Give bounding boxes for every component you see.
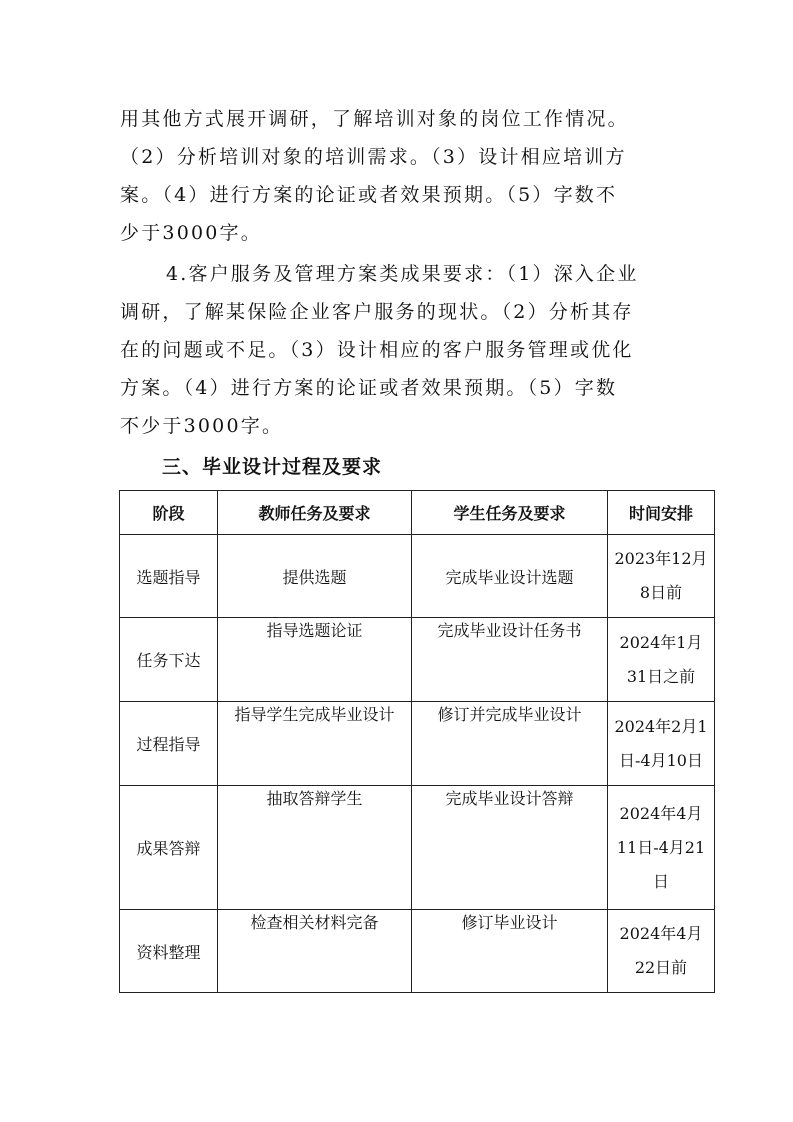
paragraph-training-plan <box>120 100 672 252</box>
text-line: 4.客户服务及管理方案类成果要求：（1）深入企业 <box>166 263 639 285</box>
cell-teacher-task: 提供选题 <box>218 535 412 618</box>
time-line: 22日前 <box>634 958 688 977</box>
text-line: 案。（4）进行方案的论证或者效果预期。（5）字数不 <box>120 184 618 206</box>
cell-teacher-task: 抽取答辩学生 <box>218 786 412 910</box>
cell-stage: 选题指导 <box>120 535 218 618</box>
section-heading: 三、毕业设计过程及要求 <box>162 456 383 478</box>
cell-time <box>608 786 715 910</box>
paragraph-customer-service <box>120 255 672 445</box>
time-line: 31日之前 <box>626 666 696 686</box>
cell-stage: 资料整理 <box>120 910 218 993</box>
text-line: 不少于3000字。 <box>120 415 284 437</box>
header-teacher-task: 教师任务及要求 <box>218 491 412 535</box>
cell-time <box>608 535 715 618</box>
cell-time <box>608 618 715 702</box>
text-line: 调研，了解某保险企业客户服务的现状。（2）分析其存 <box>120 301 634 323</box>
table-row <box>120 618 715 702</box>
time-line: 2024年2月1 <box>614 716 708 736</box>
cell-time <box>608 702 715 786</box>
table-row <box>120 535 715 618</box>
text-line: 少于3000字。 <box>120 222 262 244</box>
text-line: 用其他方式展开调研，了解培训对象的岗位工作情况。 <box>120 108 629 130</box>
time-line: 2024年4月 <box>619 803 703 823</box>
time-line: 日 <box>652 871 669 891</box>
cell-teacher-task: 指导选题论证 <box>218 618 412 702</box>
text-line: 方案。（4）进行方案的论证或者效果预期。（5）字数 <box>120 377 618 399</box>
time-line: 2023年12月 <box>614 549 708 568</box>
cell-student-task: 完成毕业设计选题 <box>412 535 608 618</box>
cell-student-task: 完成毕业设计答辩 <box>412 786 608 910</box>
time-line: 日-4月10日 <box>619 750 703 770</box>
time-line: 2024年4月 <box>619 924 703 943</box>
cell-stage: 过程指导 <box>120 702 218 786</box>
table-header-row <box>120 491 715 535</box>
cell-student-task: 完成毕业设计任务书 <box>412 618 608 702</box>
time-line: 11日-4月21 <box>616 837 706 857</box>
cell-time <box>608 910 715 993</box>
schedule-table <box>119 490 715 993</box>
header-stage: 阶段 <box>120 491 218 535</box>
header-student-task: 学生任务及要求 <box>412 491 608 535</box>
table-row <box>120 702 715 786</box>
time-line: 8日前 <box>639 583 683 602</box>
text-line: 在的问题或不足。（3）设计相应的客户服务管理或优化 <box>120 339 634 361</box>
text-line: （2）分析培训对象的培训需求。（3）设计相应培训方 <box>120 146 627 168</box>
cell-student-task: 修订并完成毕业设计 <box>412 702 608 786</box>
header-schedule: 时间安排 <box>608 491 715 535</box>
table-row <box>120 910 715 993</box>
cell-stage: 成果答辩 <box>120 786 218 910</box>
table-row <box>120 786 715 910</box>
cell-teacher-task: 指导学生完成毕业设计 <box>218 702 412 786</box>
cell-student-task: 修订毕业设计 <box>412 910 608 993</box>
cell-stage: 任务下达 <box>120 618 218 702</box>
cell-teacher-task: 检查相关材料完备 <box>218 910 412 993</box>
time-line: 2024年1月 <box>619 632 703 652</box>
